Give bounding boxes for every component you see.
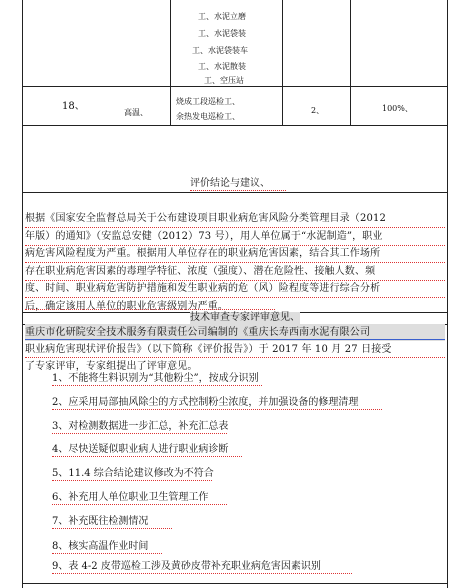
review-table — [22, 0, 448, 588]
opinion-item: 2、应采用局部抽风除尘的方式控制粉尘浓度，并加强设备的修理清理 — [52, 397, 359, 408]
spell-underline — [25, 356, 445, 358]
hazard-factor: 高温、 — [124, 108, 148, 117]
spell-underline — [52, 503, 227, 505]
conclusion-line: 年版）的通知》（安监总安健（2012）73 号），用人单位属于“水泥制造”，职业 — [25, 230, 383, 242]
review-line: 职业病危害现状评价报告》（以下简称《评价报告》）于 2017 年 10 月 27 日接受 — [25, 344, 392, 355]
worker-line: 工、水泥散装 — [198, 62, 246, 71]
worker-line: 工、水泥袋装 — [198, 29, 246, 38]
review-line: 重庆市化研院安全技术服务有限责任公司编制的《重庆长寿西南水泥有限公司 — [25, 324, 445, 341]
conclusion-line: 根据《国家安全监督总局关于公布建设项目职业病危害风险分类管理目录（2012 — [25, 213, 386, 224]
col-line-2 — [282, 0, 283, 125]
spell-underline — [52, 479, 212, 481]
spell-underline — [25, 226, 445, 228]
review-line: 了专家评审，专家组提出了评审意见。 — [25, 361, 198, 372]
spell-underline — [52, 572, 352, 574]
worker-type: 烧成工段巡检工、 — [176, 97, 240, 106]
spell-underline — [52, 552, 162, 554]
row-line-conclusion-header — [22, 192, 448, 193]
opinion-item: 5、11.4 综合结论建议修改为不符合 — [52, 468, 214, 479]
col-line-3 — [350, 0, 351, 125]
conclusion-line: 病危害风险程度为严重。根据用人单位存在的职业病危害因素，结合其工作场所 — [25, 248, 381, 259]
table-border-bottom — [22, 583, 448, 584]
spell-underline — [52, 527, 172, 529]
opinion-item: 4、尽快送疑似职业病人进行职业病诊断 — [52, 444, 229, 455]
row-number: 18、 — [62, 101, 85, 112]
opinion-item: 8、核实高温作业时间 — [52, 541, 149, 552]
opinion-item: 1、不能将生料识别为“其他粉尘”，按成分识别 — [52, 373, 259, 384]
grammar-underline — [25, 339, 445, 340]
worker-line: 工、水泥袋装车 — [192, 46, 248, 55]
spell-underline — [25, 279, 445, 281]
opinion-item: 9、表 4-2 皮带巡检工涉及黄砂皮带补充职业病危害因素识别 — [52, 561, 321, 572]
conclusion-line: 存在职业病危害因素的毒理学特征、浓度（强度）、潜在危险性、接触人数、频 — [25, 265, 376, 277]
exceed-rate: 100%、 — [382, 104, 413, 113]
spell-underline — [52, 432, 227, 434]
col-line-1 — [170, 0, 171, 125]
opinion-item: 6、补充用人单位职业卫生管理工作 — [52, 492, 209, 503]
opinion-item: 7、补充既往检测情况 — [52, 516, 149, 527]
exposure-count: 2、 — [311, 106, 325, 115]
spell-underline — [52, 408, 382, 410]
spell-underline — [25, 308, 275, 310]
spell-underline — [25, 261, 445, 263]
table-border-left — [22, 0, 23, 588]
spell-underline — [25, 244, 445, 246]
row-line-top — [22, 86, 448, 87]
spell-underline — [25, 296, 445, 298]
section-title-conclusion: 评价结论与建议、 — [190, 178, 270, 189]
conclusion-line: 后，确定该用人单位的职业危害级别为严重。 — [25, 300, 228, 312]
conclusion-line: 度、时间、职业病危害防护措施和发生职业病的危（风）险程度等进行综合分析 — [25, 283, 381, 294]
section-title-review: 技术审查专家评审意见、 — [190, 312, 300, 323]
worker-line: 工、水泥立磨 — [198, 12, 246, 21]
spell-underline — [52, 384, 262, 386]
spell-underline — [52, 455, 242, 457]
spell-underline — [190, 189, 286, 191]
worker-type: 余热发电巡检工、 — [176, 112, 240, 121]
table-border-right — [447, 0, 448, 588]
row-line-18-bottom — [22, 125, 448, 126]
opinion-item: 3、对检测数据进一步汇总，补充汇总表 — [52, 421, 229, 432]
worker-line: 工、空压站 — [204, 76, 244, 85]
review-paragraph — [25, 324, 445, 375]
